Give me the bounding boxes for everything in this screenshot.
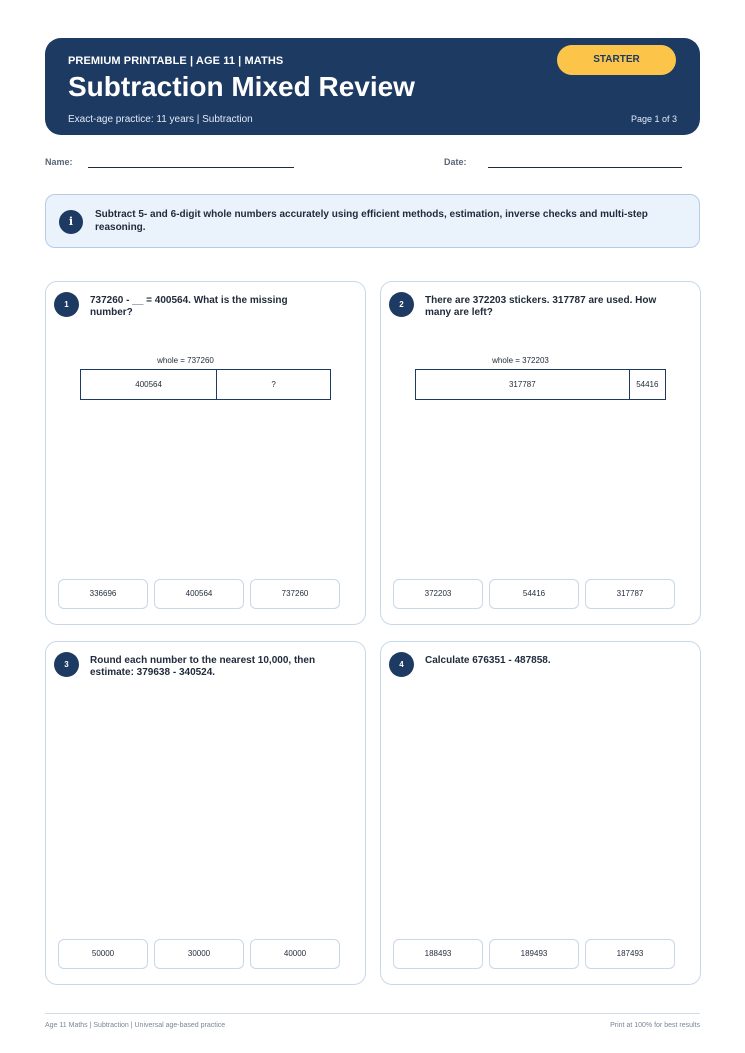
answer-option[interactable]: 54416	[489, 579, 579, 609]
bar-model-part: 317787	[508, 380, 536, 389]
page-number: Page 1 of 3	[630, 114, 677, 124]
page-title: Subtraction Mixed Review	[68, 71, 415, 102]
instruction-text: Subtract 5- and 6-digit whole numbers accurately using efficient methods, estimation, inverse checks and multi-step reasoning.	[95, 209, 648, 233]
question-text: Round each number to the nearest 10,000, then estimate: 379638 - 340524.	[90, 655, 316, 678]
question-text: Calculate 676351 - 487858.	[425, 655, 551, 666]
footer-divider	[45, 1013, 700, 1014]
header-subtitle: Exact-age practice: 11 years | Subtraction	[68, 114, 253, 125]
question-card-1	[45, 281, 366, 625]
bar-model	[415, 369, 666, 400]
answer-option[interactable]: 188493	[393, 939, 483, 969]
footer-right-text: Print at 100% for best results	[610, 1022, 700, 1029]
info-icon: i	[59, 210, 83, 234]
answer-option[interactable]: 372203	[393, 579, 483, 609]
footer-left-text: Age 11 Maths | Subtraction | Universal age-based practice	[45, 1022, 226, 1029]
answer-option[interactable]: 336696	[58, 579, 148, 609]
level-badge: STARTER	[557, 45, 676, 75]
bar-model-part: 400564	[135, 380, 162, 389]
answer-option[interactable]: 30000	[154, 939, 244, 969]
question-card-2	[380, 281, 701, 625]
answer-options	[58, 579, 340, 609]
date-label: Date:	[444, 157, 467, 167]
question-card-4	[380, 641, 701, 985]
answer-option[interactable]: 317787	[585, 579, 675, 609]
worksheet-header	[45, 38, 700, 135]
name-label: Name:	[45, 157, 73, 167]
answer-option[interactable]: 187493	[585, 939, 675, 969]
bar-model-whole-label: whole = 737260	[157, 356, 214, 365]
answer-options	[393, 939, 675, 969]
bar-model	[80, 369, 331, 400]
question-number: 2	[389, 292, 414, 317]
question-text: There are 372203 stickers. 317787 are used. How many are left?	[425, 295, 657, 318]
answer-option[interactable]: 50000	[58, 939, 148, 969]
question-number: 4	[389, 652, 414, 677]
answer-option[interactable]: 400564	[154, 579, 244, 609]
bar-model-part: 54416	[629, 370, 665, 399]
answer-options	[393, 579, 675, 609]
answer-option[interactable]: 40000	[250, 939, 340, 969]
question-card-3	[45, 641, 366, 985]
question-number: 3	[54, 652, 79, 677]
name-line[interactable]	[88, 167, 294, 168]
bar-model-part: ?	[216, 370, 330, 399]
answer-option[interactable]: 189493	[489, 939, 579, 969]
header-kicker: PREMIUM PRINTABLE | AGE 11 | MATHS	[68, 55, 284, 67]
question-text: 737260 - __ = 400564. What is the missing number?	[90, 295, 288, 318]
bar-model-whole-label: whole = 372203	[492, 356, 549, 365]
instruction-box	[45, 194, 700, 248]
answer-options	[58, 939, 340, 969]
question-number: 1	[54, 292, 79, 317]
date-line[interactable]	[488, 167, 682, 168]
answer-option[interactable]: 737260	[250, 579, 340, 609]
